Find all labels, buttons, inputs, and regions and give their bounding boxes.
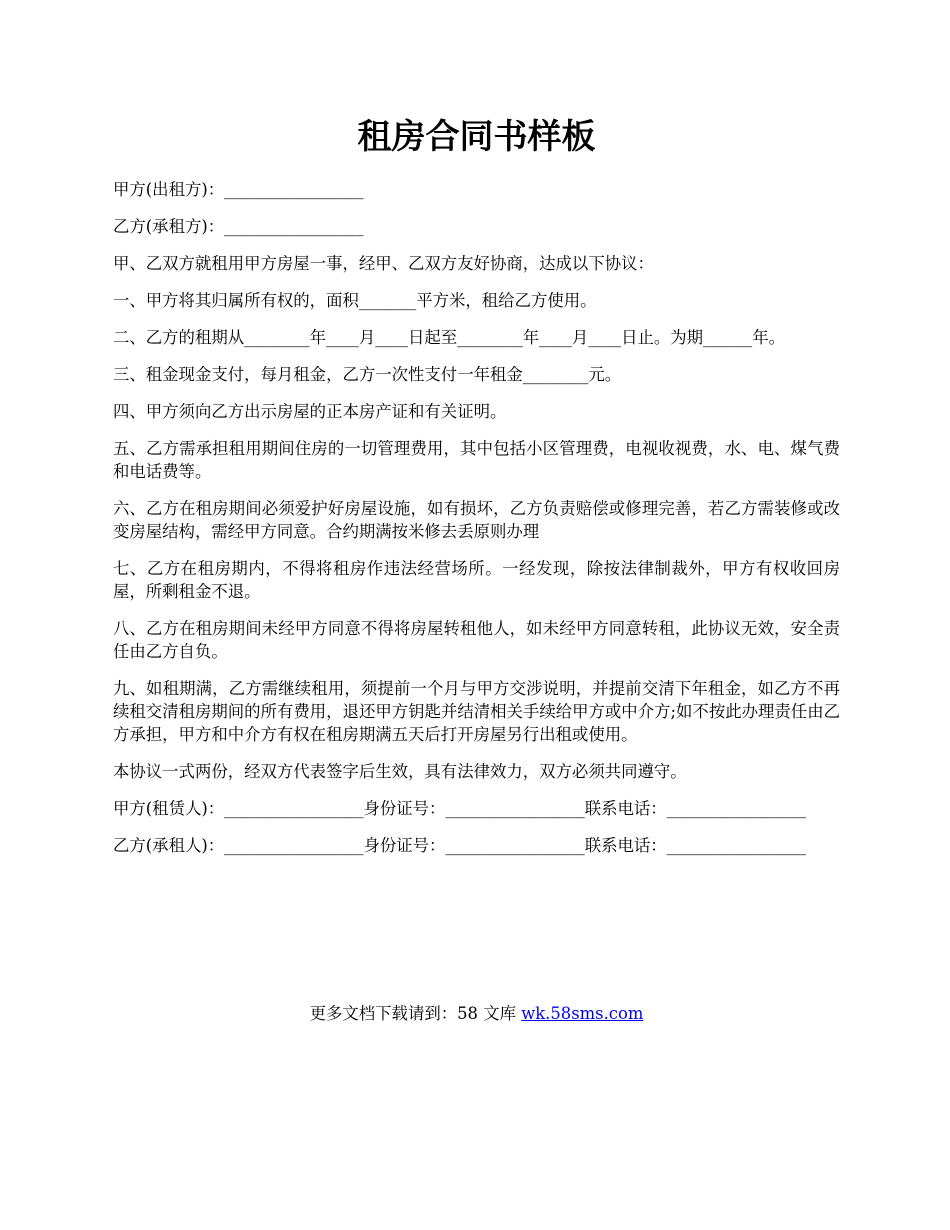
lessee-line: 乙方(承租方)：_________________ bbox=[113, 217, 364, 236]
clause-2: 二、乙方的租期从________年____月____日起至________年____月____日止。为期______年。 bbox=[113, 328, 786, 347]
lessee-signature-line: 乙方(承租人)：_________________身份证号：_________________联系电话：_________________ bbox=[113, 836, 806, 855]
clause-1: 一、甲方将其归属所有权的，面积_______平方米，租给乙方使用。 bbox=[113, 291, 597, 310]
clause-6: 六、乙方在租房期间必须爱护好房屋设施，如有损坏，乙方负责赔偿或修理完善，若乙方需装修或改变房屋结构，需经甲方同意。合约期满按米修去丢原则办理 bbox=[113, 499, 840, 541]
clause-9: 九、如租期满，乙方需继续租用，须提前一个月与甲方交涉说明，并提前交清下年租金，如乙方不再续租交清租房期间的所有费用，退还甲方钥匙并结清相关手续给甲方或中介方;如不按此办理责任由乙方承担，甲方和中介方有权在租房期满五天后打开房屋另行出租或使用。 bbox=[113, 679, 840, 744]
clause-7: 七、乙方在租房期内，不得将租房作违法经营场所。一经发现，除按法律制裁外，甲方有权收回房屋，所剩租金不退。 bbox=[113, 559, 840, 601]
clause-5: 五、乙方需承担租用期间住房的一切管理费用，其中包括小区管理费，电视收视费，水、电、煤气费和电话费等。 bbox=[113, 439, 840, 481]
footer-link[interactable]: wk.58sms.com bbox=[521, 1004, 644, 1023]
footer-text: 更多文档下载请到：58 文库 bbox=[309, 1004, 522, 1023]
agreement-intro: 甲、乙双方就租用甲方房屋一事，经甲、乙双方友好协商，达成以下协议： bbox=[113, 254, 654, 273]
clause-4: 四、甲方须向乙方出示房屋的正本房产证和有关证明。 bbox=[113, 402, 507, 421]
document-title: 租房合同书样板 bbox=[357, 117, 596, 157]
footer bbox=[113, 1002, 840, 1026]
clause-3: 三、租金现金支付，每月租金，乙方一次性支付一年租金________元。 bbox=[113, 365, 622, 384]
closing-statement: 本协议一式两份，经双方代表签字后生效，具有法律效力，双方必须共同遵守。 bbox=[113, 762, 687, 781]
lessor-signature-line: 甲方(租赁人)：_________________身份证号：_________________联系电话：_________________ bbox=[113, 799, 806, 818]
clause-8: 八、乙方在租房期间未经甲方同意不得将房屋转租他人，如未经甲方同意转租，此协议无效，安全责任由乙方自负。 bbox=[113, 619, 840, 661]
document-body bbox=[113, 178, 840, 871]
lessor-line: 甲方(出租方)：_________________ bbox=[113, 180, 364, 199]
